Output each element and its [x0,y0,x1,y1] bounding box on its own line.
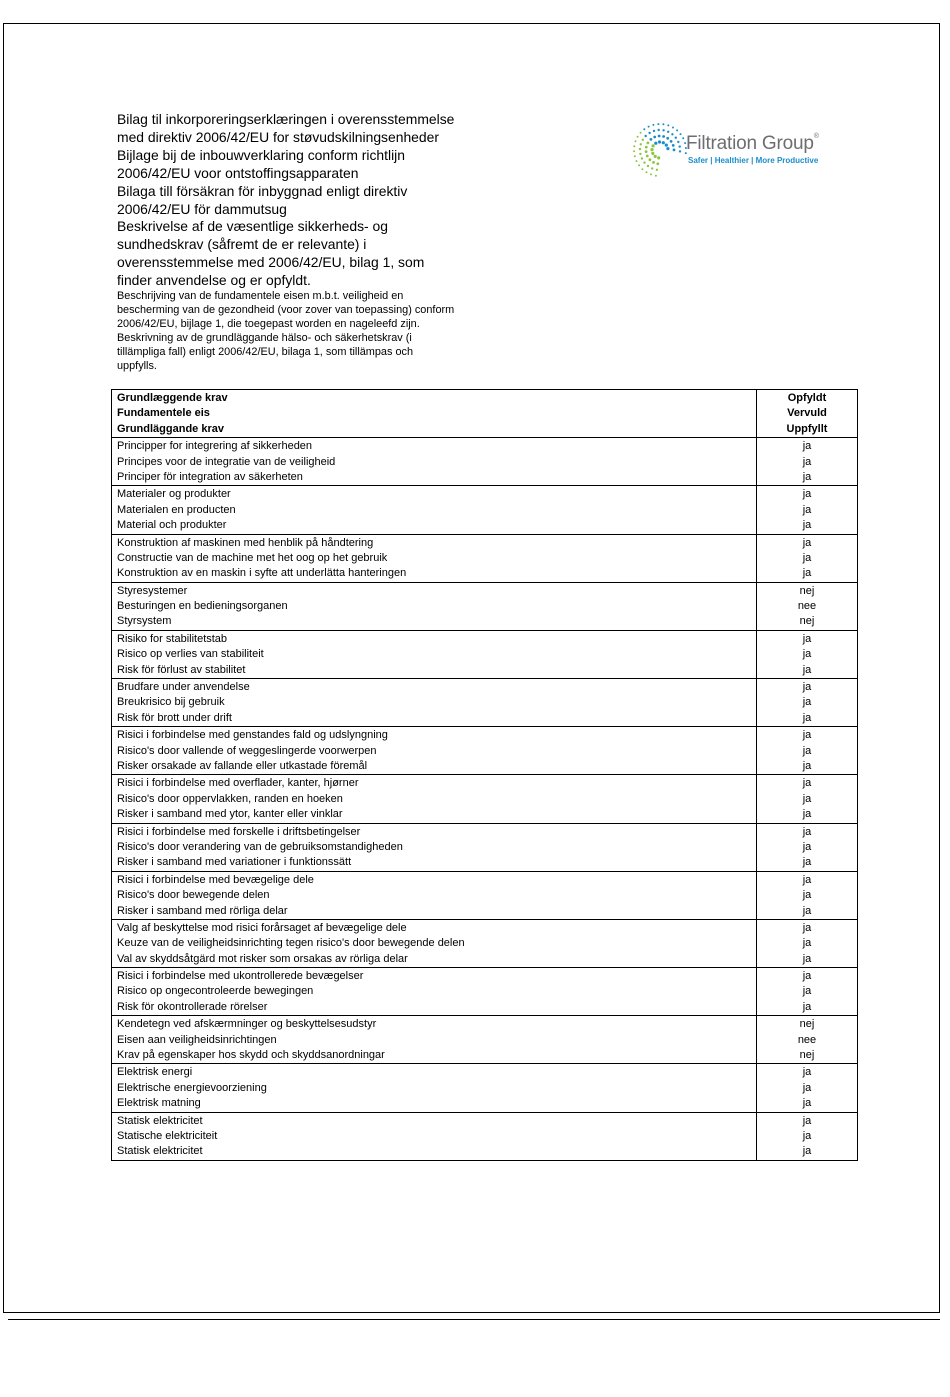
fulfilled-value: ja [802,470,812,483]
document-heading [117,111,537,374]
fulfilled-value: ja [802,792,812,805]
logo-dot [636,160,638,162]
logo-dot [641,168,643,170]
requirement-label: Statisk elektricitet [117,1114,203,1127]
fulfilled-value: ja [802,488,812,501]
fulfilled-value: ja [802,777,812,790]
logo-dot [647,142,650,145]
requirement-label: Risici i forbindelse med genstandes fald og udslyngning [117,729,388,742]
logo-dot [679,145,681,147]
fulfilled-cell [757,871,858,919]
logo-dot [672,144,675,147]
logo-dot [646,155,649,158]
fulfilled-value: ja [802,808,812,821]
requirement-label: Risici i forbindelse med overflader, kanter, hjørner [117,777,359,790]
fulfilled-cell [757,919,858,967]
logo-dot [680,133,682,135]
requirement-label: Risici i forbindelse med ukontrollerede bevægelser [117,970,364,983]
heading-line: med direktiv 2006/42/EU for støvudskilningsenheder [117,128,439,145]
fulfilled-value: ja [802,503,812,516]
heading-subline: Beskrivning av de grundläggande hälso- och säkerhetskrav (i [117,331,412,344]
fulfilled-value: nee [797,1033,817,1046]
requirement-label: Valg af beskyttelse mod risici forårsaget af bevægelige dele [117,921,407,934]
logo-dot [641,157,643,159]
fulfilled-value: nee [797,600,817,613]
header-requirement-cell [112,390,757,438]
fulfilled-cell [757,823,858,871]
logo-dot [654,155,657,158]
logo-dot [648,132,650,134]
fulfilled-value: ja [802,970,812,983]
logo-dot [675,137,677,139]
logo-dot [662,123,664,125]
table-row [112,919,858,967]
logo-dot [646,171,648,173]
fulfilled-value: ja [802,840,812,853]
table-row [112,486,858,534]
fulfilled-value: ja [802,729,812,742]
fulfilled-value: ja [802,1081,812,1094]
requirement-label: Styrsystem [117,615,172,628]
logo-dot [656,162,659,165]
fulfilled-cell [757,1064,858,1112]
fulfilled-cell [757,679,858,727]
heading-line: Bilaga till försäkran för inbyggnad enligt direktiv [117,182,408,199]
logo-dot [655,175,657,177]
logo-dot [670,140,673,143]
requirement-cell [112,823,757,871]
requirement-label: Val av skyddsåtgärd mot risker som orsakas av rörliga delar [117,952,408,965]
table-row [112,1064,858,1112]
table-row [112,630,858,678]
logo-dot [639,153,641,155]
requirement-cell [112,775,757,823]
requirement-cell [112,486,757,534]
requirement-cell [112,630,757,678]
table-row [112,968,858,1016]
logo-dot [653,130,655,132]
requirement-label: Materialen en producten [117,503,236,516]
fulfilled-value: ja [802,632,812,645]
logo-dot [666,137,669,140]
requirement-label: Elektrisk matning [117,1097,201,1110]
requirement-label: Kendetegn ved afskærmninger og beskyttelsesudstyr [117,1018,377,1031]
logo-dot [653,136,656,139]
logo-dot [639,148,641,150]
logo-dot [677,141,679,143]
requirement-cell [112,1064,757,1112]
fulfilled-cell [757,630,858,678]
logo-dot [634,155,636,157]
requirement-label: Risker orsakade av fallande eller utkastade föremål [117,759,368,772]
heading-line: finder anvendelse og er opfyldt. [117,272,311,289]
heading-small-text [117,290,537,373]
fulfilled-value: nej [799,615,815,628]
table-row [112,823,858,871]
fulfilled-value: nej [799,1049,815,1062]
table-row [112,1112,858,1160]
heading-line: Bilag til inkorporeringserklæringen i overensstemmelse [117,111,455,127]
fulfilled-value: ja [802,1097,812,1110]
fulfilled-value: ja [802,440,812,453]
requirement-cell [112,438,757,486]
fulfilled-value: ja [802,904,812,917]
logo-dot [672,127,674,129]
requirement-label: Risker i samband med ytor, kanter eller vinklar [117,808,343,821]
heading-subline: uppfylls. [117,359,157,372]
requirement-label: Constructie van de machine met het oog op het gebruik [117,551,388,564]
fulfilled-cell [757,1016,858,1064]
fulfilled-value: ja [802,1145,812,1158]
header-requirement-label: Grundlæggende krav [117,392,228,404]
fulfilled-value: ja [802,921,812,934]
requirement-label: Statisk elektricitet [117,1145,203,1158]
requirement-label: Risk för förlust av stabilitet [117,663,246,676]
requirement-label: Material och produkter [117,519,227,532]
requirement-label: Risico's door bewegende delen [117,889,270,902]
logo-dot [657,156,660,159]
fulfilled-value: ja [802,455,812,468]
logo-dot [662,141,665,144]
requirement-cell [112,582,757,630]
requirement-cell [112,871,757,919]
logo-dot [652,124,654,126]
requirement-cell [112,1016,757,1064]
requirement-label: Elektrische energievoorziening [117,1081,267,1094]
fulfilled-value: ja [802,1000,812,1013]
requirement-label: Principer för integration av säkerheten [117,470,303,483]
table-row [112,775,858,823]
table-row [112,582,858,630]
requirement-label: Risico's door oppervlakken, randen en hoeken [117,792,343,805]
heading-line: overensstemmelse med 2006/42/EU, bilag 1, som [117,254,425,271]
fulfilled-value: ja [802,856,812,869]
requirement-cell [112,534,757,582]
table-row [112,1016,858,1064]
logo-dot [642,139,644,141]
fulfilled-value: ja [802,1129,812,1142]
logo-dot [649,158,652,161]
heading-subline: Beschrijving van de fundamentele eisen m.b.t. veiligheid en [117,290,404,303]
logo-dot [645,146,648,149]
logo-dot [650,173,652,175]
logo-dot [651,167,653,169]
logo-dot [635,140,637,142]
heading-subline: tillämpliga fall) enligt 2006/42/EU, bilaga 1, som tillämpas och [117,345,414,358]
table-row [112,679,858,727]
logo-dot [658,129,660,131]
logo-dot [667,124,669,126]
fulfilled-value: nej [799,1018,815,1031]
heading-line: 2006/42/EU för dammutsug [117,200,287,217]
requirement-cell [112,679,757,727]
fulfilled-value: ja [802,696,812,709]
table-header-row [112,390,858,438]
fulfilled-value: ja [802,519,812,532]
logo-dot [662,129,664,131]
fulfilled-value: ja [802,744,812,757]
logo-dot [647,165,649,167]
requirement-label: Risker i samband med rörliga delar [117,904,288,917]
filtration-group-logo-icon [632,120,688,180]
logo-dot [665,144,668,147]
requirement-label: Keuze van de veiligheidsinrichting tegen risico's door bewegende delen [117,937,465,950]
heading-line: sundhedskrav (såfremt de er relevante) i [117,236,367,253]
logo-dot [671,133,673,135]
logo-dot [679,150,681,152]
logo-name [686,133,819,155]
requirement-label: Risk för okontrollerade rörelser [117,1000,268,1013]
logo-dot [652,144,655,147]
requirement-cell [112,727,757,775]
requirement-label: Brudfare under anvendelse [117,681,250,694]
header-fulfilled-cell [757,390,858,438]
heading-large-text [117,111,537,290]
requirement-cell [112,1112,757,1160]
requirement-label: Risiko for stabilitetstab [117,632,228,645]
requirement-label: Eisen aan veiligheidsinrichtingen [117,1033,277,1046]
fulfilled-cell [757,486,858,534]
requirement-label: Krav på egenskaper hos skydd och skyddsanordningar [117,1049,385,1062]
logo-dot [633,145,635,147]
fulfilled-value: ja [802,952,812,965]
fulfilled-value: ja [802,536,812,549]
fulfilled-cell [757,534,858,582]
logo-dot [638,164,640,166]
logo-dot [643,128,645,130]
requirement-cell [112,968,757,1016]
logo-dot [633,150,635,152]
fulfilled-value: ja [802,985,812,998]
table-row [112,871,858,919]
logo-dot [640,143,642,145]
logo-dot [645,150,648,153]
requirement-label: Konstruktion av en maskin i syfte att underlätta hanteringen [117,567,407,580]
header-fulfilled-label: Uppfyllt [786,422,828,435]
logo-dot [676,129,678,131]
header-requirement-label: Fundamentele eis [117,407,210,420]
fulfilled-value: ja [802,567,812,580]
logo-dot [658,140,661,143]
heading-subline: 2006/42/EU, bijlage 1, die toegepast worden en nageleefd zijn. [117,317,420,330]
fulfilled-value: nej [799,584,815,597]
fulfilled-value: ja [802,711,812,724]
header-requirement-label: Grundläggande krav [117,422,224,435]
requirement-label: Risico's door vallende of weggeslingerde voorwerpen [117,744,377,757]
requirement-label: Materialer og produkter [117,488,231,501]
fulfilled-value: ja [802,889,812,902]
fulfilled-cell [757,1112,858,1160]
requirement-label: Risico op verlies van stabiliteit [117,648,264,661]
heading-subline: bescherming van de gezondheid (voor zover van toepassing) conform [117,303,455,316]
logo-name-text: Filtration Group [686,133,814,154]
requirement-label: Principper for integrering af sikkerheden [117,440,313,453]
table-row [112,534,858,582]
logo-dot [654,142,657,145]
requirement-label: Besturingen en bedieningsorganen [117,600,288,613]
logo-dot [645,135,647,137]
logo-dot [662,135,665,138]
fulfilled-cell [757,775,858,823]
heading-line: Bijlage bij de inbouwverklaring conform richtlijn [117,146,405,163]
requirement-label: Elektrisk energi [117,1066,193,1079]
fulfilled-value: ja [802,681,812,694]
logo-dot [657,123,659,125]
logo-dot [648,126,650,128]
filtration-group-logo [632,120,852,180]
heading-line: Beskrivelse af de væsentlige sikkerheds- og [117,218,388,235]
table-row [112,438,858,486]
fulfilled-cell [757,727,858,775]
logo-dot [650,148,653,151]
requirement-label: Statische elektriciteit [117,1129,218,1142]
fulfilled-value: ja [802,937,812,950]
requirement-label: Risk för brott under drift [117,711,232,724]
logo-dot [667,131,669,133]
logo-dot [656,169,658,171]
requirement-label: Breukrisico bij gebruik [117,696,225,709]
logo-dot [666,147,669,150]
requirement-label: Risico's door verandering van de gebruiksomstandigheden [117,840,403,853]
page-bottom-rule [8,1319,940,1320]
logo-dot [673,149,676,152]
fulfilled-value: ja [802,759,812,772]
header-fulfilled-label: Opfyldt [787,392,827,404]
requirements-table [111,389,858,1161]
header-fulfilled-label: Vervuld [787,407,827,420]
fulfilled-cell [757,968,858,1016]
fulfilled-value: ja [802,648,812,661]
logo-dot [637,136,639,138]
logo-registered-mark: ® [813,133,819,140]
requirement-label: Styresystemer [117,584,188,597]
logo-dot [658,135,661,138]
fulfilled-value: ja [802,1114,812,1127]
requirement-cell [112,919,757,967]
fulfilled-value: ja [802,1066,812,1079]
requirement-label: Risici i forbindelse med forskelle i driftsbetingelser [117,825,361,838]
heading-line: 2006/42/EU voor ontstoffingsapparaten [117,164,359,181]
requirement-label: Risico op ongecontroleerde bewegingen [117,985,314,998]
table-row [112,727,858,775]
fulfilled-value: ja [802,825,812,838]
logo-dot [652,161,655,164]
fulfilled-cell [757,582,858,630]
requirement-label: Risici i forbindelse med bevægelige dele [117,873,314,886]
fulfilled-value: ja [802,551,812,564]
logo-dot [643,161,645,163]
requirement-label: Principes voor de integratie van de veiligheid [117,455,336,468]
fulfilled-value: ja [802,663,812,676]
logo-tagline: Safer | Healthier | More Productive [688,156,819,165]
logo-dot [651,152,654,155]
logo-dot [640,132,642,134]
fulfilled-cell [757,438,858,486]
logo-dot [682,137,684,139]
requirement-label: Konstruktion af maskinen med henblik på håndtering [117,536,374,549]
logo-dot [650,138,653,141]
requirement-label: Risker i samband med variationer i funktionssätt [117,856,352,869]
fulfilled-value: ja [802,873,812,886]
